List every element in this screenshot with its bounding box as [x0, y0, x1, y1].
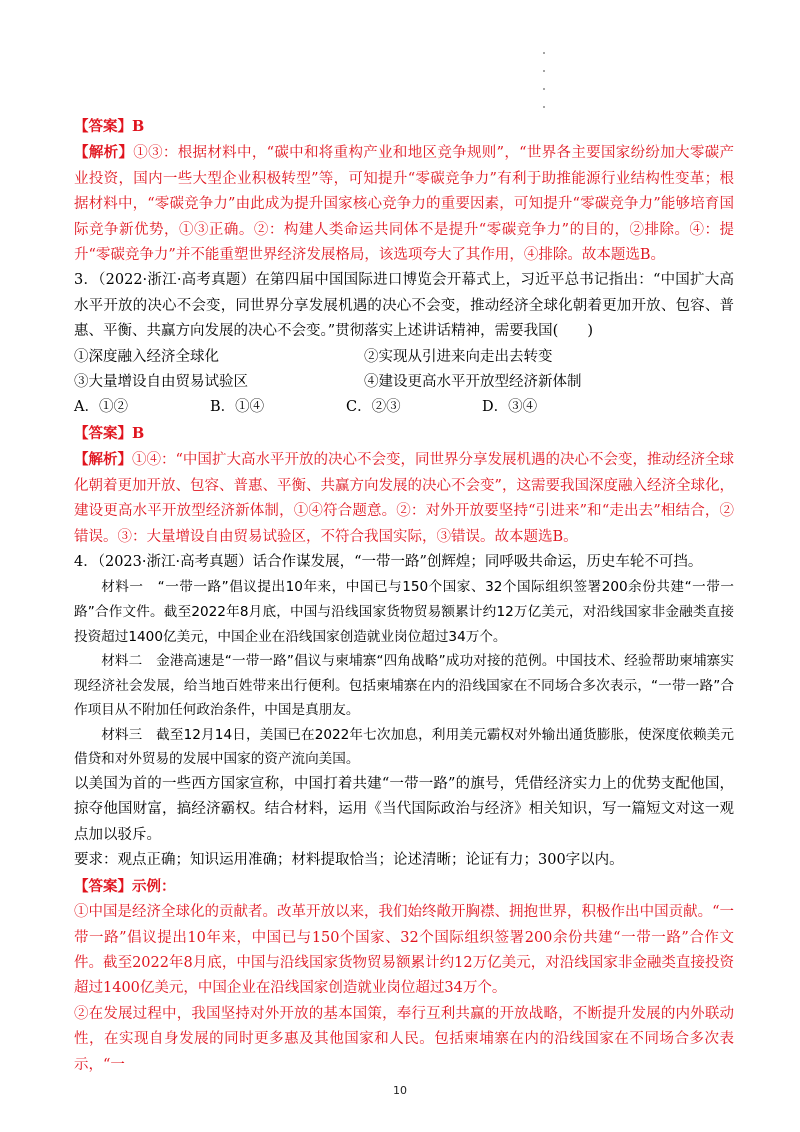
page-content: [74, 114, 734, 1078]
q4-material-1: 材料一 “一带一路”倡议提出10年来，中国已与150个国家、32个国际组织签署200余份共建“一带一路”合作文件。截至2022年8月底，中国与沿线国家货物贸易额累计约12万亿美元，对沿线国家非金融类直接投资超过1400亿美元，中国企业在沿线国家创造就业岗位超过34万个。: [74, 579, 734, 645]
q3-option-c: C．②③: [346, 399, 401, 416]
q3-item-4: ④建设更高水平开放型经济新体制: [364, 374, 582, 391]
q4-material-2: 材料二 金港高速是“一带一路”倡议与柬埔寨“四角战略”成功对接的范例。中国技术、经验帮助柬埔寨实现经济社会发展，给当地百姓带来出行便利。包括柬埔寨在内的沿线国家在不同场合多次表示，“一带一路”合作项目从不附加任何政治条件，中国是真朋友。: [74, 653, 734, 719]
q3-options: [74, 395, 734, 420]
q2-analysis: 【解析】①③：根据材料中，“碳中和将重构产业和地区竞争规则”，“世界各主要国家纷纷加大零碳产业投资，国内一些大型企业积极转型”等，可知提升“零碳竞争力”有利于助推能源行业结构性变革；根据材料中，“零碳竞争力”由此成为提升国家核心竞争力的重要因素，可知提升“零碳竞争力”能够培育国际竞争新优势，①③正确。②：构建人类命运共同体不是提升“零碳竞争力”的目的，②排除。④：提升“零碳竞争力”并不能重塑世界经济发展格局，该选项夸大了其作用，④排除。故本题选B。: [74, 144, 734, 264]
q3-answer: 【答案】B: [74, 424, 145, 442]
q3-item-1: ①深度融入经济全球化: [74, 348, 219, 365]
q4-stem: 4．（2023·浙江·高考真题）话合作谋发展，“一带一路”创辉煌；同呼吸共命运，历史车轮不可挡。: [74, 553, 703, 570]
q4-answer-heading: 【答案】示例：: [74, 877, 176, 895]
q3-option-d: D．③④: [482, 399, 538, 416]
q4-answer-paragraph-2: ②在发展过程中，我国坚持对外开放的基本国策，奉行互利共赢的开放战略，不断提升发展的内外联动性，在实现自身发展的同时更多惠及其他国家和人民。包括柬埔寨在内的沿线国家在不同场合多次表示，“一: [74, 1005, 734, 1073]
q2-answer: 【答案】B: [74, 118, 145, 135]
q3-items-row-1: [74, 345, 734, 370]
q3-option-b: B．①④: [210, 399, 265, 416]
q4-question: 以美国为首的一些西方国家宣称，中国打着共建“一带一路”的旗号，凭借经济实力上的优势支配他国，掠夺他国财富，搞经济霸权。结合材料，运用《当代国际政治与经济》相关知识，写一篇短文对这一观点加以驳斥。: [74, 776, 734, 843]
q3-option-a: A．①②: [74, 399, 128, 416]
q3-items-row-2: [74, 370, 734, 395]
q3-item-2: ②实现从引进来向走出去转变: [364, 348, 553, 365]
q3-analysis: 【解析】①④：“中国扩大高水平开放的决心不会变，同世界分享发展机遇的决心不会变，推动经济全球化朝着更加开放、包容、普惠、平衡、共赢方向发展的决心不会变”，这需要我国深度融入经济全球化，建设更高水平开放型经济新体制，①④符合题意。②：对外开放要坚持“引进来”和“走出去”相结合，②错误。③：大量增设自由贸易试验区，不符合我国实际，③错误。故本题选B。: [74, 451, 734, 545]
page-number: 10: [393, 1084, 407, 1097]
q4-material-3: 材料三 截至12月14日，美国已在2022年七次加息，利用美元霸权对外输出通货膨胀，使深度依赖美元借贷和对外贸易的发展中国家的资产流向美国。: [74, 726, 734, 768]
decorative-dots: [541, 52, 547, 112]
q4-requirement: 要求：观点正确；知识运用准确；材料提取恰当；论述清晰；论证有力；300字以内。: [74, 852, 624, 869]
q3-stem: 3．（2022·浙江·高考真题）在第四届中国国际进口博览会开幕式上，习近平总书记指出：“中国扩大高水平开放的决心不会变，同世界分享发展机遇的决心不会变，推动经济全球化朝着更加开放、包容、普惠、平衡、共赢方向发展的决心不会变。”贯彻落实上述讲话精神，需要我国( ): [74, 272, 734, 340]
q4-answer-paragraph-1: ①中国是经济全球化的贡献者。改革开放以来，我们始终敞开胸襟、拥抱世界，积极作出中国贡献。“一带一路”倡议提出10年来，中国已与150个国家、32个国际组织签署200余份共建“一带一路”合作文件。截至2022年8月底，中国与沿线国家货物贸易额累计约12万亿美元，对沿线国家非金融类直接投资超过1400亿美元，中国企业在沿线国家创造就业岗位超过34万个。: [74, 904, 734, 997]
q3-item-3: ③大量增设自由贸易试验区: [74, 374, 248, 391]
